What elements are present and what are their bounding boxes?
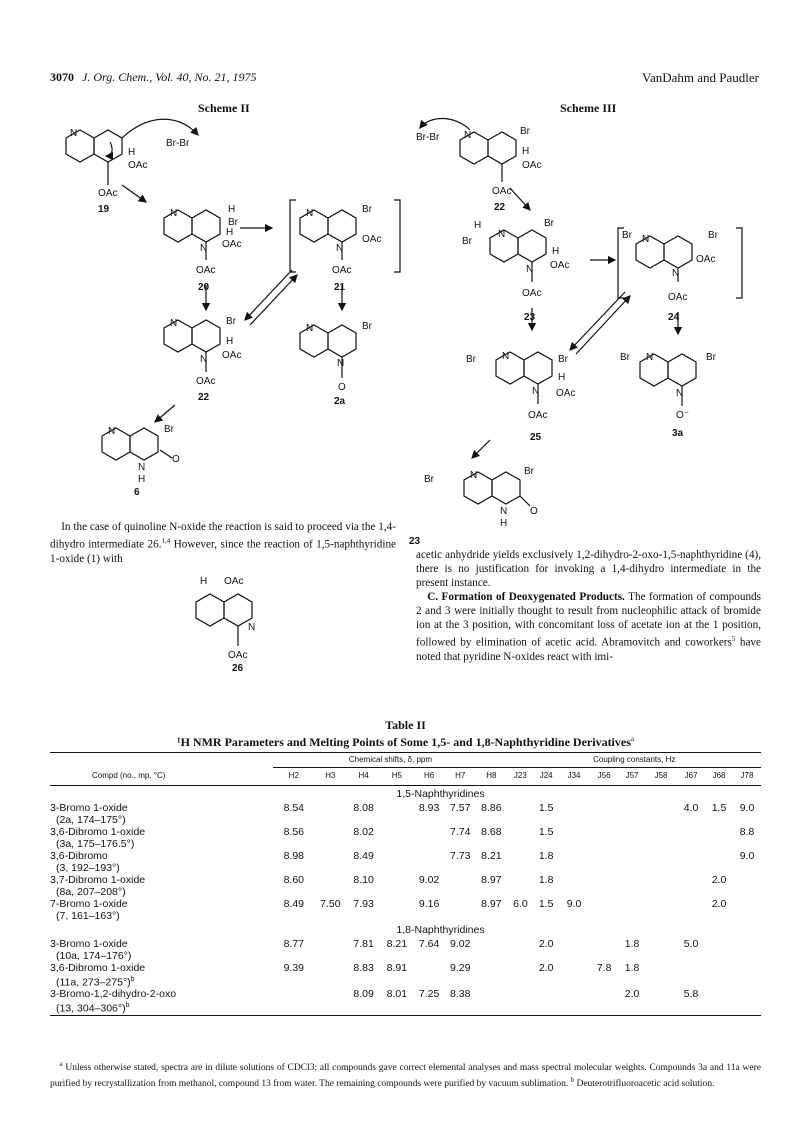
column-header: J68	[712, 771, 726, 780]
table-cell: 8.56	[283, 825, 305, 838]
table-cell	[645, 874, 677, 886]
table-cell: 6.0	[513, 897, 528, 910]
table-cell: 1.5	[538, 897, 554, 910]
compound-label: 22	[198, 392, 210, 403]
table-cell: 8.49	[283, 897, 305, 910]
coupling-constants-header: Coupling constants, Hz	[508, 753, 762, 767]
table-row	[50, 988, 761, 1000]
svg-text:Br: Br	[620, 352, 630, 363]
table-cell: 5.8	[683, 988, 699, 1000]
table-cell	[559, 874, 589, 886]
table-cell: 9.16	[418, 897, 440, 910]
table-cell: 2.0	[624, 988, 640, 1000]
scheme-ii-diagram	[50, 110, 410, 510]
compound-label: 22	[494, 202, 506, 213]
column-header: H5	[391, 771, 402, 780]
table-cell: 8.10	[353, 873, 374, 886]
table-cell: 8.38	[450, 988, 471, 1000]
svg-text:N: N	[337, 358, 345, 369]
svg-text:H: H	[474, 220, 482, 231]
compound-name: 3-Bromo-1,2-dihydro-2-oxo	[50, 988, 177, 1000]
compound-mp: (8a, 207–208°)	[56, 885, 126, 898]
compound-mp: (11a, 273–275°)$^b$	[56, 975, 135, 988]
compound-mp: (10a, 174–176°)	[56, 949, 132, 962]
table-cell	[508, 962, 534, 974]
table-cell	[381, 850, 413, 862]
table-row	[50, 898, 761, 910]
right-paragraph-1: acetic anhydride yields exclusively 1,2-dihydro-2-oxo-1,5-naphthyridine (4), there is no justification for invoking a 1,4-dihydro intermediate in the present instance.	[416, 549, 761, 589]
running-header	[50, 70, 257, 85]
table-cell: 2.0	[538, 937, 554, 950]
svg-text:N: N	[646, 352, 654, 363]
table-cell: 2.0	[711, 873, 727, 886]
svg-text:N: N	[676, 388, 684, 399]
svg-text:H: H	[226, 336, 234, 347]
svg-text:H: H	[200, 576, 208, 587]
table-row	[50, 938, 761, 950]
column-header: J67	[684, 771, 698, 780]
svg-text:Br: Br	[226, 316, 236, 327]
compound-label: 23	[524, 312, 536, 323]
svg-text:Br: Br	[466, 354, 476, 365]
svg-text:OAc: OAc	[492, 186, 512, 197]
svg-text:Br-Br: Br-Br	[416, 132, 440, 143]
svg-text:Br: Br	[708, 230, 718, 241]
atom-n: N	[70, 128, 78, 139]
compound-header: Compd (no., mp, °C)	[92, 770, 166, 780]
table-cell	[508, 988, 534, 1000]
table-cell: 8.68	[481, 825, 502, 838]
journal-citation: J. Org. Chem., Vol. 40, No. 21, 1975	[82, 70, 257, 84]
svg-text:H: H	[500, 518, 508, 529]
scheme-ii-title: Scheme II	[198, 101, 250, 115]
right-paragraph-2: C. Formation of Deoxygenated Products. The formation of compounds 2 and 3 were initially thought to result from nucleophilic attack of bromide ion at the 3 position, with concomitant loss of acetate ion at the 1 position, followed by elimination of acetic acid. Abramovitch and coworkers$^5$ have noted that pyridine N-oxides react with imi-	[416, 591, 761, 663]
column-header: H3	[325, 771, 336, 780]
table-cell	[705, 988, 733, 1000]
svg-text:N: N	[502, 351, 510, 362]
table-cell	[589, 988, 619, 1000]
table-cell: 8.08	[353, 801, 374, 814]
table-cell	[314, 962, 346, 974]
svg-text:O: O	[338, 382, 346, 393]
table-cell: 9.02	[418, 873, 440, 886]
table-cell: 9.39	[283, 961, 305, 974]
table-cell	[381, 826, 413, 838]
table-cell	[559, 988, 589, 1000]
page-number: 3070	[50, 70, 74, 84]
table-cell	[314, 850, 346, 862]
table-cell	[589, 802, 619, 814]
svg-text:N: N	[498, 229, 506, 240]
table-cell	[733, 898, 761, 910]
column-header: H2	[288, 771, 299, 780]
table-row	[50, 962, 761, 974]
table-cell: 1.5	[538, 825, 554, 838]
table-cell: 7.8	[596, 961, 612, 974]
table-ii	[50, 718, 761, 1016]
compound-label: 21	[334, 282, 346, 293]
table-cell: 9.02	[450, 937, 471, 950]
table-cell	[508, 826, 534, 838]
table-cell	[559, 938, 589, 950]
svg-text:Br: Br	[706, 352, 716, 363]
compound-name: 3-Bromo 1-oxide	[50, 801, 128, 814]
table-cell	[645, 938, 677, 950]
compound-label: 2a	[334, 396, 346, 407]
compound-label: 19	[98, 204, 110, 215]
table-cell	[314, 826, 346, 838]
table-cell	[677, 874, 705, 886]
table-cell	[733, 988, 761, 1000]
table-cell	[508, 850, 534, 862]
column-header: H6	[423, 771, 435, 780]
svg-text:OAc: OAc	[128, 160, 148, 171]
svg-text:OAc: OAc	[196, 376, 216, 387]
table-cell	[273, 988, 314, 1000]
table-cell	[705, 938, 733, 950]
svg-text:O⁻: O⁻	[676, 410, 690, 421]
table-row	[50, 802, 761, 814]
svg-text:Br: Br	[558, 354, 568, 365]
table-cell	[677, 826, 705, 838]
compound-label: 24	[668, 312, 680, 323]
compound-label: 25	[530, 432, 542, 443]
table-row	[50, 826, 761, 838]
table-cell: 1.8	[538, 873, 554, 886]
table-cell: 7.64	[418, 937, 440, 950]
table-cell	[619, 826, 645, 838]
table-row-sub	[50, 910, 761, 922]
table-row-sub	[50, 838, 761, 850]
table-cell	[381, 898, 413, 910]
table-cell: 8.93	[418, 801, 440, 814]
table-cell: 7.25	[418, 988, 440, 1000]
svg-text:OAc: OAc	[98, 188, 118, 199]
table-cell	[445, 874, 475, 886]
table-cell: 8.60	[283, 873, 305, 886]
table-cell	[589, 898, 619, 910]
table-cell: 9.0	[739, 849, 755, 862]
column-header: J78	[740, 771, 754, 780]
column-header: J58	[654, 771, 668, 780]
chemical-shifts-header: Chemical shifts, δ, ppm	[273, 753, 507, 767]
table-row-sub	[50, 862, 761, 874]
svg-text:H: H	[226, 227, 234, 238]
svg-text:N: N	[138, 462, 146, 473]
table-cell	[645, 898, 677, 910]
svg-text:N: N	[464, 130, 472, 141]
table-cell	[677, 962, 705, 974]
table-cell	[645, 826, 677, 838]
table-cell: 1.8	[624, 961, 640, 974]
svg-text:OAc: OAc	[696, 254, 716, 265]
table-cell	[589, 826, 619, 838]
table-cell	[705, 850, 733, 862]
table-cell	[677, 898, 705, 910]
table-cell	[589, 938, 619, 950]
compound-name: 3-Bromo 1-oxide	[50, 937, 128, 950]
compound-name: 3,6-Dibromo 1-oxide	[50, 961, 146, 974]
table-row-sub	[50, 814, 761, 826]
table-cell: 7.81	[353, 937, 374, 950]
table-title: ¹H NMR Parameters and Melting Points of Some 1,5- and 1,8-Naphthyridine Derivatives$^a$	[177, 735, 634, 749]
svg-text:OAc: OAc	[528, 410, 548, 421]
table-number: Table II	[385, 718, 426, 732]
svg-text:Br: Br	[462, 236, 472, 247]
svg-text:OAc: OAc	[196, 265, 216, 276]
table-cell: 8.97	[481, 897, 502, 910]
table-cell: 8.09	[353, 988, 374, 1000]
svg-text:OAc: OAc	[556, 388, 576, 399]
table-cell: 8.98	[283, 849, 305, 862]
column-header: J56	[597, 771, 611, 780]
table-cell	[413, 826, 445, 838]
table-cell	[413, 962, 445, 974]
table-cell: 8.21	[481, 849, 502, 862]
table-cell	[314, 988, 346, 1000]
table-cell	[645, 988, 677, 1000]
svg-text:OAc: OAc	[362, 234, 382, 245]
svg-text:N: N	[306, 208, 314, 219]
svg-text:N: N	[108, 426, 116, 437]
svg-text:Br: Br	[362, 321, 372, 332]
table-cell	[314, 938, 346, 950]
table-cell	[533, 988, 559, 1000]
table-cell	[559, 802, 589, 814]
svg-text:N: N	[470, 470, 478, 481]
column-header: H8	[486, 771, 497, 780]
table-cell: 7.57	[450, 801, 471, 814]
table-cell: 8.49	[353, 849, 374, 862]
column-header: J23	[513, 771, 527, 780]
table-cell: 9.29	[450, 961, 471, 974]
svg-text:N: N	[200, 354, 208, 365]
svg-text:OAc: OAc	[228, 650, 248, 661]
compound-mp: (7, 161–163°)	[56, 909, 120, 922]
table-cell	[381, 802, 413, 814]
svg-text:OAc: OAc	[222, 350, 242, 361]
table-cell: 1.5	[538, 801, 554, 814]
table-cell	[645, 802, 677, 814]
scheme-iii-diagram	[410, 110, 762, 530]
compound-label: 26	[232, 663, 244, 672]
table-cell	[619, 802, 645, 814]
column-header: J24	[539, 771, 553, 780]
table-cell	[381, 874, 413, 886]
table-row	[50, 874, 761, 886]
table-cell: 1.8	[538, 849, 554, 862]
table-cell	[508, 938, 534, 950]
svg-text:N: N	[526, 264, 534, 275]
table-footnote: $^a$ Unless otherwise stated, spectra are in dilute solutions of CDCl3; all compounds gave correct elemental analyses and mass spectral molecular weights. Compounds 3a and 11a were purified by recrystallization from methanol, compound 13 from water. The remaining compounds were purified by vacuum sublimation. $^b$ Deuterotrifluoroacetic acid solution.	[50, 1060, 761, 1089]
compound-label: 20	[198, 282, 210, 293]
table-cell	[559, 962, 589, 974]
table-cell	[645, 850, 677, 862]
table-cell	[314, 802, 346, 814]
nmr-table	[50, 753, 761, 1015]
table-cell	[619, 898, 645, 910]
compound-name: 7-Bromo 1-oxide	[50, 897, 128, 910]
svg-text:N: N	[672, 268, 680, 279]
svg-text:Br: Br	[622, 230, 632, 241]
table-cell	[559, 850, 589, 862]
section-heading: C. Formation of Deoxygenated Products.	[427, 591, 625, 603]
svg-text:H: H	[552, 246, 560, 257]
section-name: 1,8-Naphthyridines	[396, 923, 485, 936]
table-cell	[677, 850, 705, 862]
table-row-sub	[50, 1000, 761, 1015]
running-authors: VanDahm and Paudler	[642, 70, 759, 85]
svg-text:H: H	[138, 474, 146, 485]
compound-name: 3,6-Dibromo	[50, 849, 108, 862]
table-cell: 9.0	[566, 897, 582, 910]
table-cell	[705, 826, 733, 838]
table-cell	[413, 850, 445, 862]
svg-text:OAc: OAc	[522, 160, 542, 171]
svg-text:N: N	[500, 506, 508, 517]
svg-text:Br: Br	[544, 218, 554, 229]
table-cell: 5.0	[683, 937, 699, 950]
svg-text:OAc: OAc	[550, 260, 570, 271]
table-cell: 7.74	[450, 825, 471, 838]
compound-name: 3,7-Dibromo 1-oxide	[50, 873, 146, 886]
table-row-sub	[50, 974, 761, 989]
compound-label: 6	[134, 487, 140, 498]
table-cell: 9.0	[739, 801, 755, 814]
svg-text:N: N	[200, 243, 208, 254]
table-cell: 8.97	[481, 873, 502, 886]
svg-text:N: N	[170, 318, 178, 329]
svg-text:Br: Br	[524, 466, 534, 477]
column-header: J57	[625, 771, 639, 780]
svg-text:N: N	[170, 208, 178, 219]
svg-text:OAc: OAc	[222, 239, 242, 250]
table-section-row	[50, 922, 761, 938]
table-cell	[475, 962, 507, 974]
table-cell: 2.0	[711, 897, 727, 910]
left-paragraph: In the case of quinoline N-oxide the reaction is said to proceed via the 1,4-dihydro intermediate 26.$^{1,4}$ However, since the reaction of 1,5-naphthyridine 1-oxide (1) with	[50, 521, 397, 565]
compound-label: 23	[409, 536, 421, 547]
table-cell: 7.73	[450, 849, 471, 862]
compound-mp: (3a, 175–176.5°)	[56, 837, 135, 850]
svg-text:OAc: OAc	[224, 576, 244, 587]
table-row	[50, 850, 761, 862]
svg-text:N: N	[248, 622, 256, 633]
table-cell: 8.02	[353, 825, 374, 838]
table-cell: 8.86	[481, 801, 502, 814]
svg-text:OAc: OAc	[668, 292, 688, 303]
svg-text:H: H	[558, 372, 566, 383]
scheme-iii-title: Scheme III	[560, 101, 617, 115]
svg-text:Br: Br	[164, 424, 174, 435]
svg-text:H: H	[228, 204, 236, 215]
svg-text:Br: Br	[362, 204, 372, 215]
compound-mp: (3, 192–193°)	[56, 861, 120, 874]
table-cell: 8.54	[283, 801, 305, 814]
section-name: 1,5-Naphthyridines	[396, 787, 485, 800]
table-cell	[733, 874, 761, 886]
table-cell	[589, 874, 619, 886]
table-cell	[619, 850, 645, 862]
table-row-sub	[50, 950, 761, 962]
svg-text:O: O	[530, 506, 538, 517]
table-cell	[705, 962, 733, 974]
table-cell	[314, 874, 346, 886]
table-cell: 8.91	[386, 961, 408, 974]
table-cell	[733, 938, 761, 950]
svg-text:N: N	[306, 323, 314, 334]
table-cell	[619, 874, 645, 886]
table-cell	[645, 962, 677, 974]
column-header: H4	[358, 771, 369, 780]
compound-mp: (2a, 174–175°)	[56, 813, 126, 826]
table-cell	[733, 962, 761, 974]
table-section-row	[50, 785, 761, 802]
table-cell	[559, 826, 589, 838]
svg-text:OAc: OAc	[332, 265, 352, 276]
column-header: H7	[455, 771, 466, 780]
table-cell: 2.0	[538, 961, 554, 974]
column-header: J34	[567, 771, 581, 780]
svg-text:Br: Br	[520, 126, 530, 137]
svg-text:N: N	[642, 234, 650, 245]
table-cell	[445, 898, 475, 910]
table-cell: 8.21	[386, 937, 408, 950]
compound-name: 3,6-Dibromo 1-oxide	[50, 825, 146, 838]
structure-26	[170, 568, 300, 672]
svg-text:H: H	[128, 147, 136, 158]
table-cell: 1.5	[711, 801, 727, 814]
table-cell: 8.8	[739, 825, 755, 838]
compound-mp: (13, 304–306°)$^b$	[56, 1002, 130, 1015]
svg-text:N: N	[336, 243, 344, 254]
table-cell: 8.77	[283, 937, 305, 950]
svg-text:OAc: OAc	[522, 288, 542, 299]
table-cell: 7.50	[320, 897, 341, 910]
table-cell	[589, 850, 619, 862]
table-cell	[475, 938, 507, 950]
table-cell: 1.8	[624, 937, 640, 950]
table-row-sub	[50, 886, 761, 898]
svg-text:H: H	[522, 146, 530, 157]
table-cell: 4.0	[683, 801, 699, 814]
table-cell	[475, 988, 507, 1000]
table-cell	[508, 874, 534, 886]
svg-text:Br: Br	[228, 217, 238, 228]
svg-text:Br: Br	[424, 474, 434, 485]
compound-label: 3a	[672, 428, 684, 439]
table-cell: 8.83	[353, 961, 374, 974]
table-cell: 8.01	[386, 988, 408, 1000]
svg-text:O: O	[172, 454, 180, 465]
table-cell: 7.93	[353, 897, 374, 910]
table-cell	[508, 802, 534, 814]
reagent-text: Br-Br	[166, 138, 190, 149]
svg-text:N: N	[532, 386, 540, 397]
